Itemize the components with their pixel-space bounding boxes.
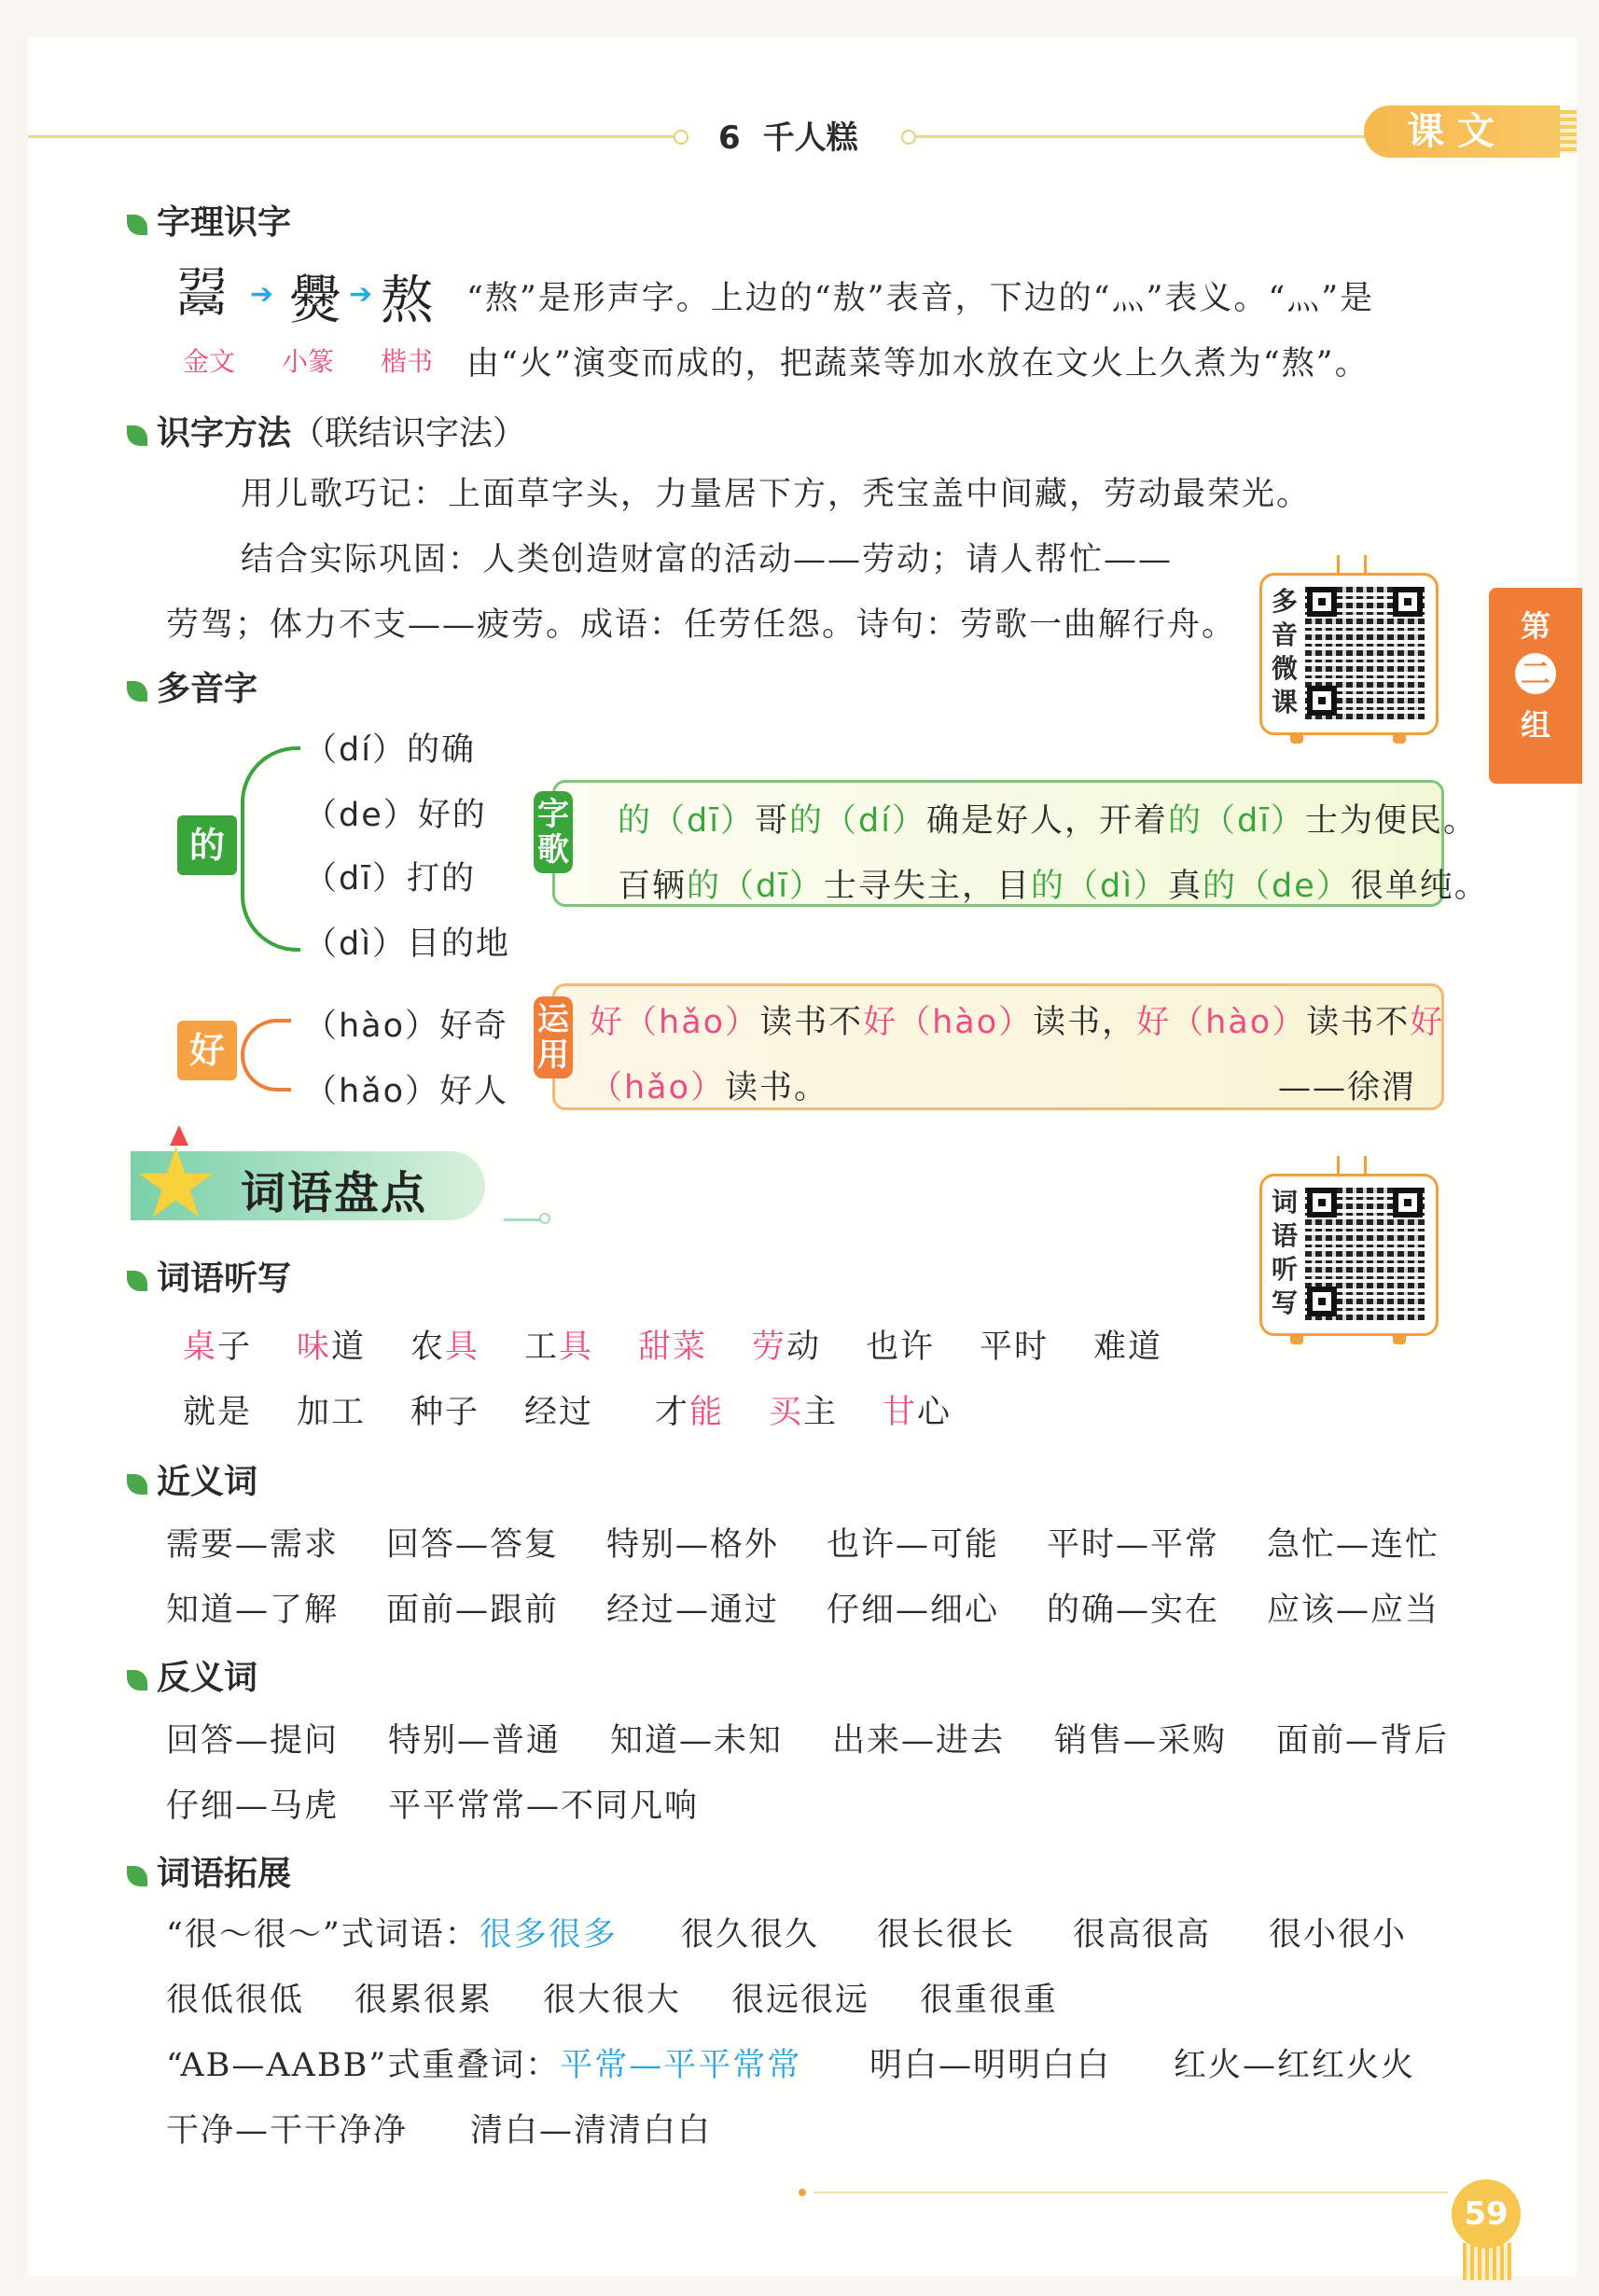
word-item: 就是 <box>183 1394 253 1431</box>
section-heading-tuozhan: 词语拓展 <box>127 1847 291 1895</box>
tuozhan-line-1: “很～很～”式词语：很多很多 <box>166 1916 618 1954</box>
header-rule-dot <box>674 130 688 145</box>
text-segment: 真 <box>1167 868 1203 905</box>
word-item: 知道—了解 <box>166 1592 340 1629</box>
qr-code-ciyu-tingxie[interactable] <box>1259 1174 1439 1336</box>
word-item: 仔细—细心 <box>827 1592 1000 1629</box>
reading-hao-2: （hǎo）好人 <box>304 1073 509 1110</box>
word-item: 干净—干干净净 <box>166 2112 409 2150</box>
word-item: 知道—未知 <box>610 1722 784 1760</box>
qr-leg <box>1290 734 1303 744</box>
word-item: 很大很大 <box>543 1982 682 2019</box>
word-item: 出来—进去 <box>832 1722 1006 1760</box>
lesson-number: 6 <box>718 119 741 157</box>
qr-finder <box>1307 587 1337 617</box>
text-segment: 好 <box>1410 1004 1445 1041</box>
word-item: 面前—背后 <box>1276 1722 1450 1760</box>
word-item: 经过—通过 <box>606 1592 780 1629</box>
leaf-icon <box>127 1866 147 1886</box>
tag-zige: 字歌 <box>534 791 573 873</box>
text-segment: （dī） <box>652 802 755 840</box>
song2-author: ——徐渭 <box>1278 1069 1417 1106</box>
text-segment: 好 <box>590 1004 625 1041</box>
text-segment: （hào） <box>897 1004 1034 1041</box>
word-item: 很久很久 <box>681 1916 820 1954</box>
polyphone-char-hao: 好 <box>177 1021 237 1080</box>
reading-de-2: （de）好的 <box>304 797 487 834</box>
word-item: 工具 <box>524 1329 594 1366</box>
glyph-label-xiaozhuan: 小篆 <box>282 346 335 377</box>
text-segment: 的 <box>1031 868 1066 905</box>
word-item: 很低很低 <box>166 1982 305 2019</box>
text-segment: 读书不 <box>1306 1004 1411 1041</box>
text-segment: 百辆 <box>618 868 688 905</box>
text-segment: 读书。 <box>725 1069 829 1106</box>
text-segment: 确是好人，开着 <box>925 802 1168 840</box>
side-tab-number: 二 <box>1515 653 1556 694</box>
word-item: 难道 <box>1093 1329 1163 1366</box>
unit-side-tab <box>1489 588 1582 784</box>
glyph-label-jinwen: 金文 <box>183 346 236 377</box>
song2-line-1 <box>590 996 1444 1043</box>
lesson-title <box>718 112 858 158</box>
lesson-name: 千人糕 <box>762 119 858 157</box>
shizi-line1: 用儿歌巧记：上面草字头，力量居下方，秃宝盖中间藏，劳动最荣光。 <box>241 476 1312 513</box>
word-item: 很重很重 <box>920 1982 1059 2019</box>
qr-finder <box>1393 587 1423 617</box>
section-heading-tingxie: 词语听写 <box>127 1252 291 1300</box>
leaf-icon <box>127 1474 147 1495</box>
footer-dot <box>799 2189 806 2196</box>
text-segment: 好 <box>863 1004 898 1041</box>
text-segment: （dī） <box>721 868 824 905</box>
zili-text-line1: “熬”是形声字。上边的“敖”表音，下边的“灬”表义。“灬”是 <box>466 280 1375 317</box>
shizi-line3: 劳驾；体力不支——疲劳。成语：任劳任怨。诗句：劳歌一曲解行舟。 <box>166 606 1237 644</box>
text-segment: （dì） <box>1065 868 1168 905</box>
word-item: 种子 <box>410 1394 480 1431</box>
text-segment: 士寻失主，目 <box>823 868 1031 905</box>
banner-dot <box>539 1213 550 1224</box>
word-item: 回答—答复 <box>386 1526 560 1564</box>
reading-de-1: （dí）的确 <box>304 731 476 769</box>
text-segment: （dī） <box>1202 802 1305 840</box>
word-item: 清白—清清白白 <box>470 2112 713 2150</box>
leaf-icon <box>127 1670 147 1691</box>
tag-yunyong: 运用 <box>534 996 573 1078</box>
word-item: 需要—需求 <box>166 1526 340 1564</box>
word-item: 明白—明明白白 <box>869 2047 1112 2084</box>
text-segment: 读书不 <box>759 1004 864 1041</box>
word-item: 销售—采购 <box>1054 1722 1228 1760</box>
section-heading-jinyi: 近义词 <box>127 1455 257 1503</box>
tuozhan-line-3: “AB—AABB”式重叠词：平常—平平常常 <box>166 2047 802 2084</box>
word-item: 也许—可能 <box>827 1526 1000 1564</box>
word-item: 平时—平常 <box>1047 1526 1220 1564</box>
word-item: 很累很累 <box>355 1982 494 2019</box>
text-segment: 的 <box>788 802 824 840</box>
star-mascot-icon: ★ <box>132 1126 220 1240</box>
text-segment: 读书， <box>1033 1004 1137 1041</box>
pandian-title: 词语盘点 <box>241 1167 428 1219</box>
word-item: 仔细—马虎 <box>166 1788 340 1825</box>
text-segment: 士为便民。 <box>1304 802 1478 840</box>
text-segment: 很单纯。 <box>1350 868 1489 905</box>
qr-finder <box>1307 686 1337 716</box>
word-item: 应该—应当 <box>1267 1592 1440 1629</box>
word-item: 特别—普通 <box>388 1722 562 1760</box>
text-segment: （dí） <box>824 802 926 840</box>
song-line-1 <box>618 795 1478 842</box>
song-line-2 <box>618 860 1489 907</box>
text-segment: （hǎo） <box>624 1004 760 1041</box>
section-tab-kewen: 课文 <box>1364 105 1560 158</box>
reading-de-3: （dī）打的 <box>304 860 476 898</box>
word-item: 味道 <box>297 1329 367 1366</box>
word-item: 很小很小 <box>1269 1916 1408 1954</box>
word-item: 也许 <box>866 1329 936 1366</box>
word-item: 加工 <box>297 1394 367 1431</box>
brace-green <box>241 746 300 952</box>
word-item: 回答—提问 <box>166 1722 340 1760</box>
glyph-xiaozhuan: 㸑 <box>289 271 341 331</box>
text-segment: 的 <box>618 802 653 840</box>
qr-leg <box>1393 1335 1406 1344</box>
text-segment: 好 <box>1136 1004 1172 1041</box>
leaf-icon <box>127 425 147 446</box>
word-item: 才能 <box>655 1394 725 1431</box>
word-item: 甜菜 <box>638 1329 708 1366</box>
leaf-icon <box>127 215 147 235</box>
word-item: 买主 <box>769 1394 839 1431</box>
section-heading-fanyi: 反义词 <box>127 1651 257 1699</box>
section-heading-duoyin: 多音字 <box>127 662 257 710</box>
section-heading-shizi: 识字方法（联结识字法） <box>127 407 526 454</box>
qr-caption: 词 语 听 写 <box>1271 1187 1298 1318</box>
leaf-icon <box>127 681 147 702</box>
page-number: 59 <box>1452 2179 1521 2248</box>
text-segment: 哥 <box>754 802 789 840</box>
word-item: 劳动 <box>752 1329 822 1366</box>
antenna-icon <box>1337 1156 1367 1176</box>
qr-finder <box>1307 1188 1337 1218</box>
glyph-label-kaishu: 楷书 <box>381 346 434 377</box>
reading-hao-1: （hào）好奇 <box>304 1008 509 1045</box>
reading-de-4: （dì）目的地 <box>304 925 510 963</box>
glyph-kaishu: 熬 <box>381 271 433 331</box>
word-item: 经过 <box>524 1394 594 1431</box>
footer-rule <box>813 2192 1448 2193</box>
word-item: 的确—实在 <box>1047 1592 1220 1629</box>
qr-finder <box>1307 1287 1337 1316</box>
text-segment: （hǎo） <box>590 1069 726 1106</box>
arrow-right-icon: ➔ <box>349 278 373 311</box>
word-item: 平时 <box>980 1329 1050 1366</box>
header-rule-left <box>28 135 681 138</box>
word-item: 急忙—连忙 <box>1267 1526 1440 1564</box>
glyph-jinwen: 𩰲 <box>175 264 228 325</box>
qr-leg <box>1393 734 1406 744</box>
word-item: 面前—跟前 <box>386 1592 560 1629</box>
page-number-stripes <box>1463 2243 1511 2280</box>
polyphone-char-de: 的 <box>177 815 237 875</box>
header-rule-right <box>914 135 1371 138</box>
word-item: 特别—格外 <box>606 1526 780 1564</box>
word-item: 红火—红红火火 <box>1174 2047 1416 2084</box>
zili-text-line2: 由“火”演变而成的，把蔬菜等加水放在文火上久煮为“熬”。 <box>466 345 1370 383</box>
banner-tail <box>504 1218 541 1221</box>
text-segment: 的 <box>1202 868 1237 905</box>
text-segment: （hào） <box>1171 1004 1307 1041</box>
word-item: 甘心 <box>883 1394 952 1431</box>
word-item: 农具 <box>410 1329 480 1366</box>
text-segment: 的 <box>687 868 722 905</box>
leaf-icon <box>127 1271 147 1291</box>
qr-finder <box>1393 1188 1423 1218</box>
side-tab-bottom: 组 <box>1520 707 1550 743</box>
song2-line-2 <box>590 1062 828 1108</box>
antenna-icon <box>1337 555 1367 576</box>
side-tab-top: 第 <box>1520 608 1550 644</box>
arrow-right-icon: ➔ <box>250 278 274 311</box>
word-item: 平平常常—不同凡响 <box>388 1788 700 1825</box>
qr-leg <box>1290 1335 1303 1344</box>
word-item: 很远很远 <box>731 1982 870 2019</box>
text-segment: （de） <box>1237 868 1351 905</box>
word-item: 很长很长 <box>877 1916 1016 1954</box>
qr-code-duoyin-weike[interactable] <box>1259 573 1439 735</box>
qr-caption: 多 音 微 课 <box>1271 586 1298 717</box>
word-item: 桌子 <box>183 1329 253 1366</box>
word-item: 很高很高 <box>1073 1916 1212 1954</box>
text-segment: 的 <box>1167 802 1203 840</box>
shizi-line2: 结合实际巩固：人类创造财富的活动——劳动；请人帮忙—— <box>241 541 1174 578</box>
section-heading-zili: 字理识字 <box>127 196 291 244</box>
